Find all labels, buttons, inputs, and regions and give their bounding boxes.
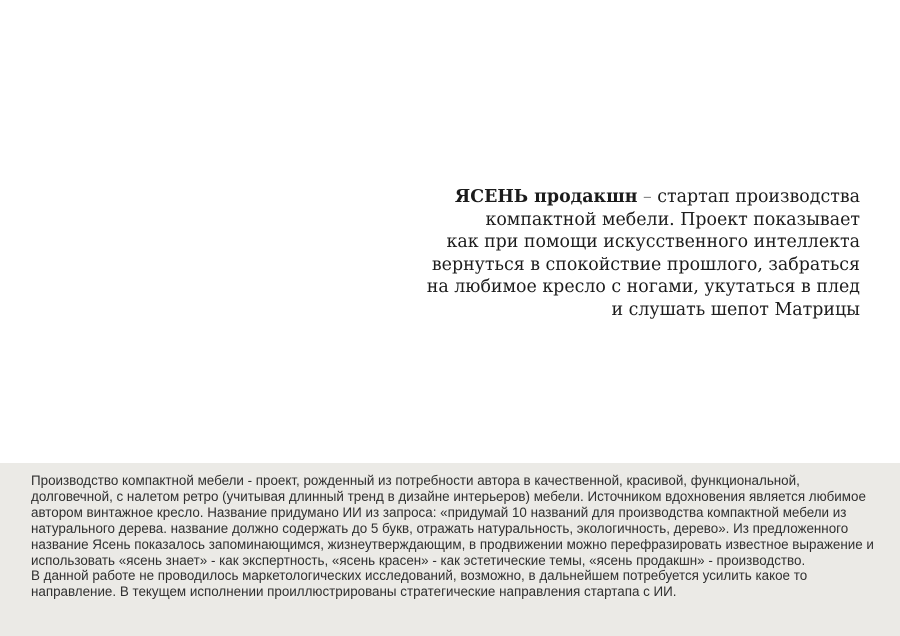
dash-separator: – [643,187,652,207]
intro-line: и слушать шепот Матрицы [611,299,860,320]
brand-name: ЯСЕНЬ продакшн [454,187,638,207]
description-paragraph: Производство компактной мебели - проект, рожденный из потребности автора в качественной, красивой, функциональной, долговечной, с налетом ретро (учитывая длинный тренд в дизайне интерьеров) мебели. Источником вдохновения является любимое автором винтажное кресло. Название придумано ИИ из запроса: «придумай 10 названий для производства компактной мебели из натурального дерева. название должно содержать до 5 букв, отражать натуральность, экологичность, дерево». Из предложенного название Ясень показалось запоминающимся, жизнеутверждающим, в продвижении можно перефразировать известное выражение и использовать «ясень знает» - как экспертность, «ясень красен» - как эстетические темы, «ясень продакшн» - производство. [31,473,874,568]
intro-line-text: стартап производства [657,187,860,207]
description-paragraph: В данной работе не проводилось маркетологических исследований, возможно, в дальнейшем потребуется усилить какое то направление. В текущем исполнении проиллюстрированы стратегические направления стартапа с ИИ. [31,568,808,600]
intro-text [420,186,860,322]
description-text [31,473,876,600]
intro-line: вернуться в спокойствие прошлого, забраться [431,254,860,275]
intro-line [420,186,860,209]
intro-line: компактной мебели. Проект показывает [485,209,860,230]
intro-line: на любимое кресло с ногами, укутаться в плед [426,277,860,298]
intro-line: как при помощи искусственного интеллекта [446,232,860,253]
description-panel [0,463,900,636]
